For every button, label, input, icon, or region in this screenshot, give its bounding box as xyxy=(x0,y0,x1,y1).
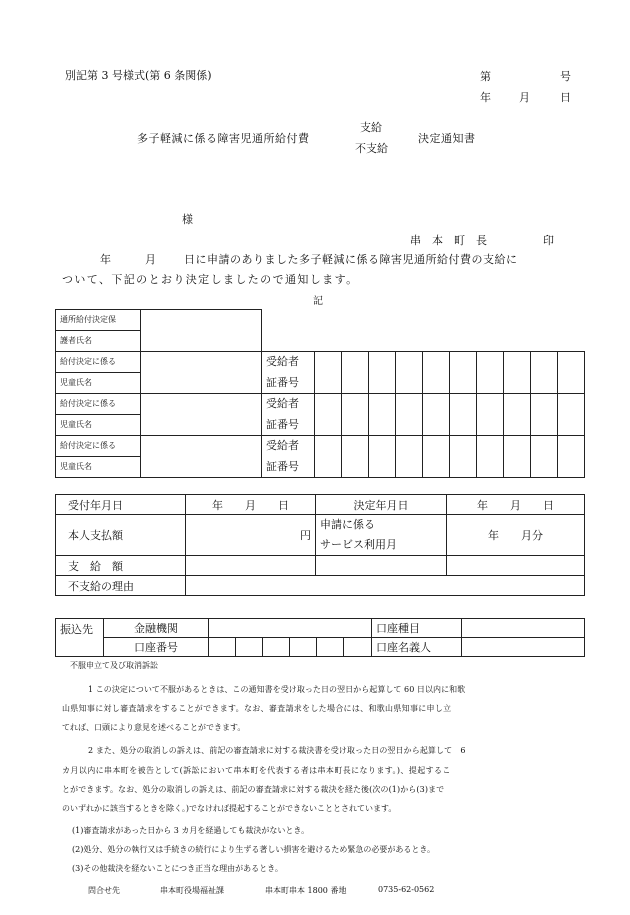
bank-table xyxy=(55,618,585,657)
issuer-name: 串 本 町 長 xyxy=(410,234,487,247)
digit-cell[interactable] xyxy=(315,352,342,394)
digit-cell[interactable] xyxy=(315,436,342,478)
title-option-nonpay: 不支給 xyxy=(355,142,388,155)
transfer-to-label: 振込先 xyxy=(56,619,104,657)
yen-unit: 円 xyxy=(300,529,311,542)
title-option-pay: 支給 xyxy=(360,121,382,134)
child-label: 給付決定に係る xyxy=(56,436,141,457)
personal-payment-value[interactable] xyxy=(186,515,316,556)
contact-address: 串本町串本 1800 番地 xyxy=(265,886,347,895)
child-label: 給付決定に係る xyxy=(56,394,141,415)
child-name-cell[interactable] xyxy=(141,352,262,394)
addressee-suffix: 様 xyxy=(182,213,193,226)
note-paragraph-1: 1 この決定について不服があるときは、この通知書を受け取った日の翌日から起算して 60 日以内に和歌 xyxy=(88,685,466,694)
date-year: 年 xyxy=(480,91,491,104)
received-date-value[interactable]: 年 月 日 xyxy=(186,495,316,515)
account-digit-cell[interactable] xyxy=(209,638,236,657)
note-item-2: (2)処分、処分の執行又は手続きの続行により生ずる著しい損害を避けるため緊急の必要があるとき。 xyxy=(72,845,436,854)
contact-phone: 0735-62-0562 xyxy=(378,885,435,894)
note-item-1: (1)審査請求があった日から 3 カ月を経過しても裁決がないとき。 xyxy=(72,826,310,835)
body-line1: 日に申請のありました多子軽減に係る障害児通所給付費の支給に xyxy=(184,253,518,266)
body-line2: ついて、下記のとおり決定しましたので通知します。 xyxy=(62,273,359,286)
note-paragraph-2: 2 また、処分の取消しの訴えは、前記の審査請求に対する裁決書を受け取った日の翌日から起算して 6 xyxy=(88,746,466,755)
decision-table xyxy=(55,494,585,596)
recipient-number-label: 受給者 xyxy=(262,394,315,415)
number-label: 第 xyxy=(480,70,491,83)
guardian-name-cell[interactable] xyxy=(141,310,262,352)
form-id: 別記第 3 号様式(第 6 条関係) xyxy=(65,69,212,82)
number-suffix: 号 xyxy=(560,70,571,83)
date-month: 月 xyxy=(519,91,530,104)
payment-amount-label: 支 給 額 xyxy=(56,556,186,576)
received-date-label: 受付年月日 xyxy=(56,495,186,515)
bank-value[interactable] xyxy=(209,619,372,638)
child-label: 給付決定に係る xyxy=(56,352,141,373)
note-item-3: (3)その他裁決を経ないことにつき正当な理由があるとき。 xyxy=(72,864,283,873)
ki-mark: 記 xyxy=(313,296,323,307)
body-year: 年 xyxy=(100,253,111,266)
account-type-label: 口座種目 xyxy=(372,619,462,638)
child-name-cell[interactable] xyxy=(141,394,262,436)
service-month-value[interactable]: 年 月分 xyxy=(447,515,585,556)
contact-label: 問合せ先 xyxy=(88,886,120,895)
date-day: 日 xyxy=(560,91,571,104)
decision-date-label: 決定年月日 xyxy=(316,495,447,515)
service-month-label: 申請に係る サービス利用月 xyxy=(316,515,447,556)
digit-cell[interactable] xyxy=(315,394,342,436)
seal-mark: 印 xyxy=(543,234,554,247)
recipient-number-label: 受給者 xyxy=(262,436,315,457)
notes-heading: 不服申立て及び取消訴訟 xyxy=(70,661,158,670)
non-payment-reason-value[interactable] xyxy=(186,576,585,596)
non-payment-reason-label: 不支給の理由 xyxy=(56,576,186,596)
contact-department: 串本町役場福祉課 xyxy=(160,886,224,895)
title-main: 多子軽減に係る障害児通所給付費 xyxy=(137,132,310,145)
account-type-value[interactable] xyxy=(462,619,585,638)
account-holder-label: 口座名義人 xyxy=(372,638,462,657)
account-number-label: 口座番号 xyxy=(104,638,209,657)
child-name-cell[interactable] xyxy=(141,436,262,478)
title-suffix: 決定通知書 xyxy=(418,132,476,145)
recipient-number-label: 受給者 xyxy=(262,352,315,373)
personal-payment-label: 本人支払額 xyxy=(56,515,186,556)
payment-amount-value[interactable] xyxy=(186,556,316,576)
bank-label: 金融機関 xyxy=(104,619,209,638)
recipient-table: 通所給付決定保 護者氏名 給付決定に係る 受給者 児童氏名 証番号 給付決定に係る 受給者 児童氏名 証番号 給付決定に係る 受給者 児童氏名 証番号 xyxy=(55,309,585,478)
decision-date-value[interactable]: 年 月 日 xyxy=(447,495,585,515)
guardian-label: 通所給付決定保 xyxy=(56,310,141,331)
account-holder-value[interactable] xyxy=(462,638,585,657)
body-month: 月 xyxy=(145,253,156,266)
